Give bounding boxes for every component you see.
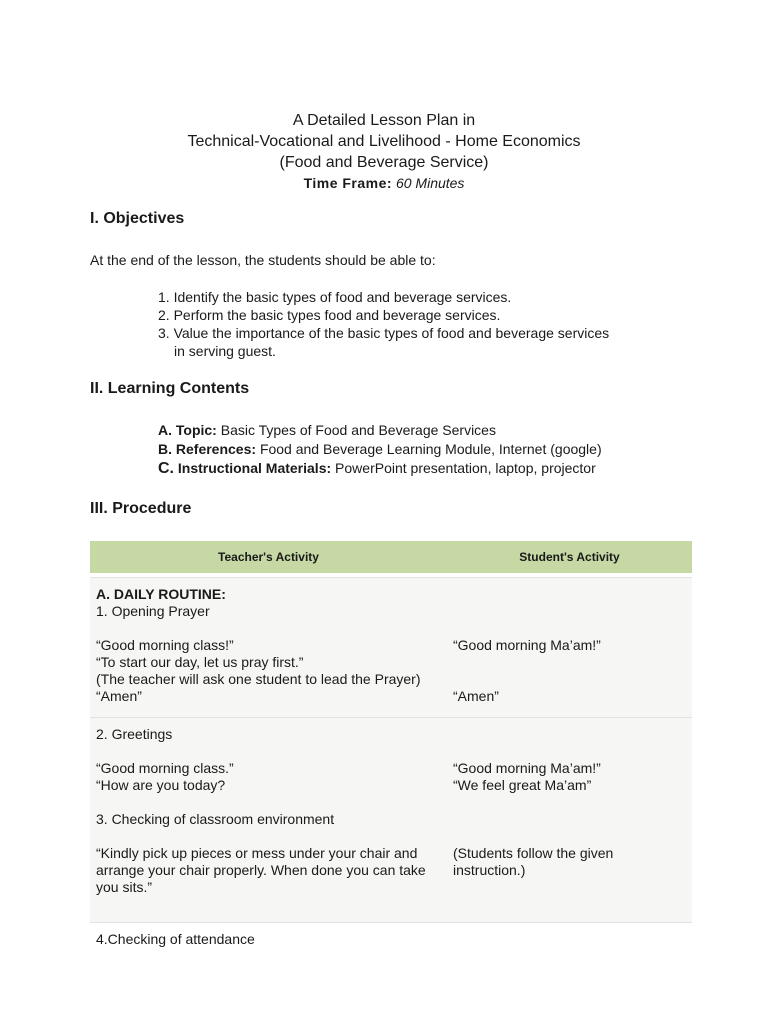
title-line-3: (Food and Beverage Service): [279, 154, 489, 171]
prayer-teacher-line: “Amen”: [96, 688, 142, 704]
objectives-heading: I. Objectives: [90, 210, 185, 227]
title-line-1: A Detailed Lesson Plan in: [292, 112, 476, 129]
greetings-teacher-line: “Good morning class.”: [96, 760, 234, 776]
topic-label: A. Topic:: [158, 422, 217, 438]
table-row: [90, 923, 692, 949]
materials-label: Instructional Materials:: [177, 460, 332, 476]
references-label: B. References:: [158, 441, 257, 457]
objective-text-continued: in serving guest.: [174, 343, 276, 359]
table-header-row: [90, 541, 692, 573]
objectives-list: [158, 288, 609, 360]
materials-line: [158, 459, 602, 478]
materials-value: PowerPoint presentation, laptop, projector: [335, 460, 596, 476]
time-frame-label: Time Frame:: [303, 175, 393, 191]
student-cell: [447, 718, 692, 923]
table-row: [90, 578, 692, 718]
procedure-table: [90, 541, 692, 948]
objective-item: 1. Identify the basic types of food and beverage services.: [158, 289, 512, 305]
environment-student-line: (Students follow the given instruction.): [453, 845, 614, 878]
references-value: Food and Beverage Learning Module, Internet (google): [259, 441, 602, 457]
student-cell: [447, 578, 692, 718]
prayer-student-line: “Amen”: [453, 688, 499, 704]
environment-teacher-line: “Kindly pick up pieces or mess under your chair and arrange your chair properly. When done you can take you sits.”: [96, 845, 426, 895]
objectives-intro: At the end of the lesson, the students should be able to:: [90, 252, 436, 268]
greetings-title: 2. Greetings: [96, 726, 173, 742]
topic-line: [158, 421, 602, 440]
title-line-2: Technical-Vocational and Livelihood - Home Economics: [187, 133, 581, 150]
greetings-teacher-line: “How are you today?: [96, 777, 226, 793]
teacher-cell: [90, 578, 447, 718]
time-frame: [0, 173, 768, 193]
prayer-teacher-line: “To start our day, let us pray first.”: [96, 654, 304, 670]
objective-item: [158, 324, 609, 360]
materials-letter: C.: [158, 460, 174, 477]
procedure-heading: III. Procedure: [90, 500, 192, 517]
title-block: [0, 110, 768, 193]
student-activity-header: Student's Activity: [447, 541, 692, 573]
daily-routine-title: A. DAILY ROUTINE:: [96, 586, 226, 602]
greetings-student-line: “Good morning Ma’am!”: [453, 760, 601, 776]
prayer-teacher-line: (The teacher will ask one student to lead the Prayer): [96, 671, 421, 687]
greetings-student-line: “We feel great Ma’am”: [453, 777, 592, 793]
objective-text: 3. Value the importance of the basic types of food and beverage services: [158, 325, 610, 341]
attendance-title: 4.Checking of attendance: [96, 931, 255, 947]
topic-value: Basic Types of Food and Beverage Services: [220, 422, 496, 438]
objective-item: 2. Perform the basic types food and beverage services.: [158, 307, 501, 323]
environment-title: 3. Checking of classroom environment: [96, 811, 335, 827]
teacher-activity-header: Teacher's Activity: [90, 541, 447, 573]
teacher-cell: [90, 923, 447, 949]
prayer-teacher-line: “Good morning class!”: [96, 637, 234, 653]
time-frame-value: 60 Minutes: [395, 175, 465, 191]
table-row: [90, 718, 692, 923]
references-line: [158, 440, 602, 459]
teacher-cell: [90, 718, 447, 923]
learning-contents: [158, 421, 602, 478]
student-cell: [447, 923, 692, 949]
prayer-title: 1. Opening Prayer: [96, 603, 210, 619]
learning-contents-heading: II. Learning Contents: [90, 380, 250, 397]
prayer-student-line: “Good morning Ma’am!”: [453, 637, 601, 653]
